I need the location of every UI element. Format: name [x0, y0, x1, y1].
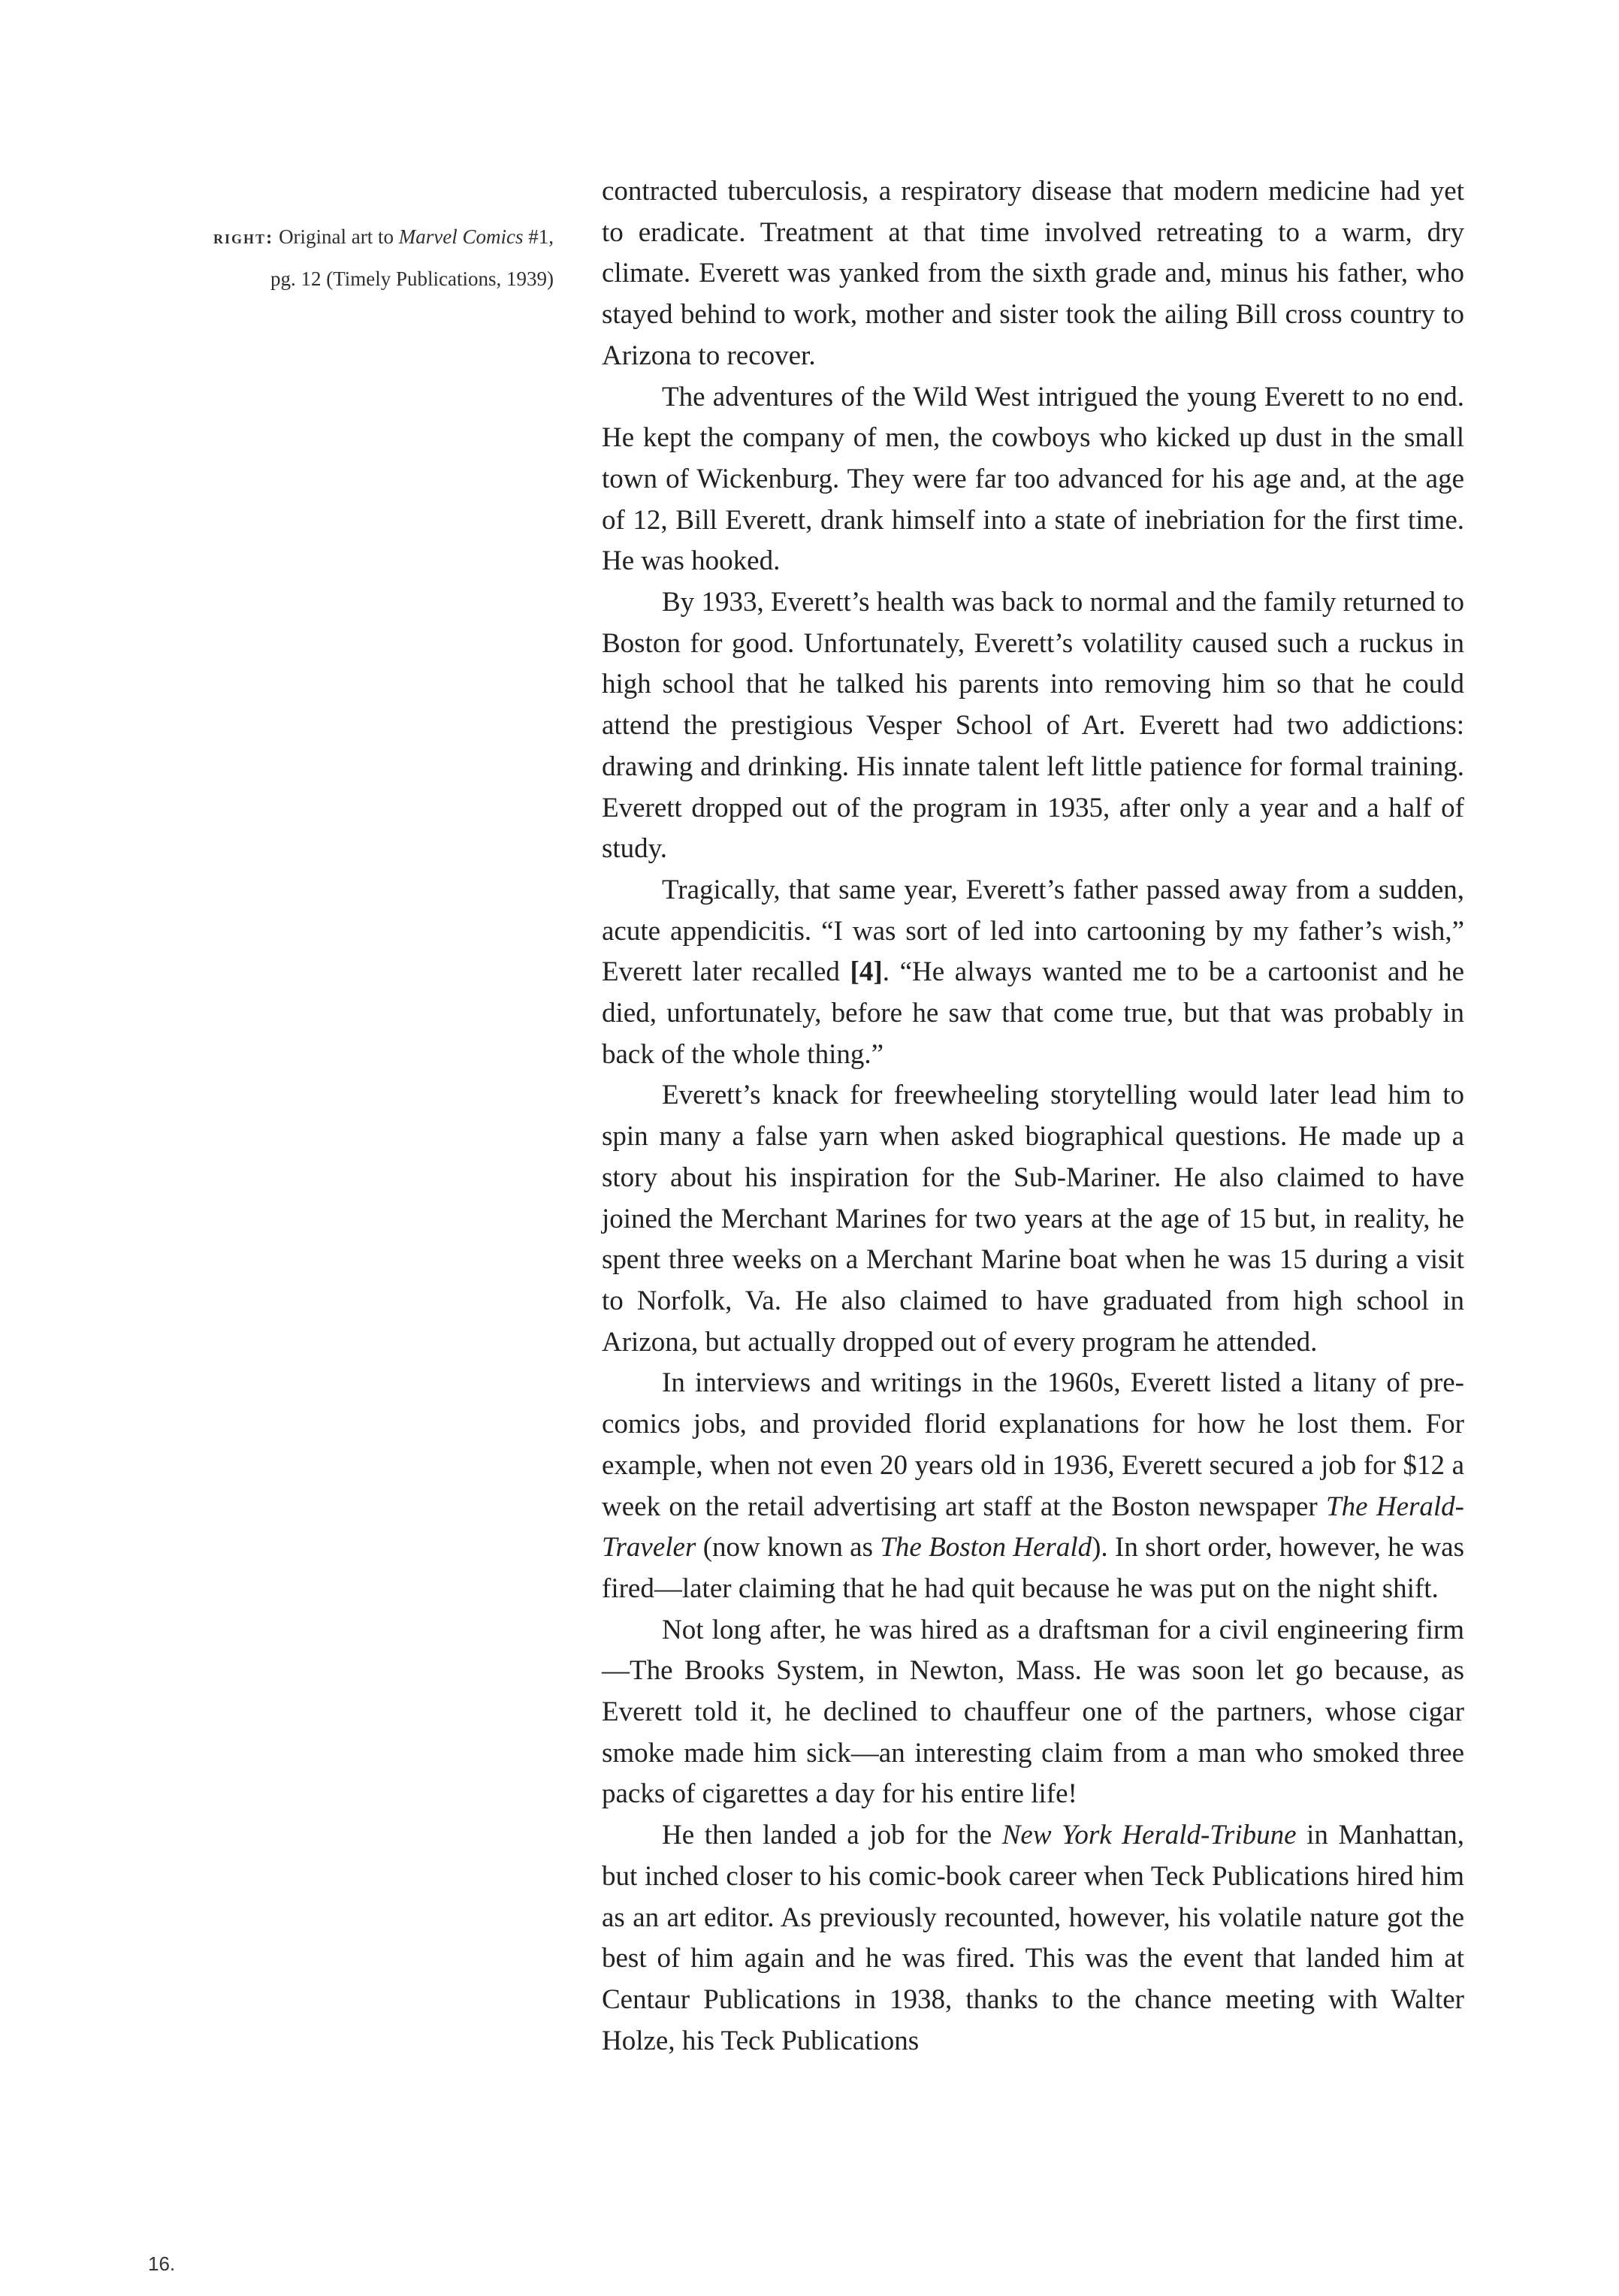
paragraph-2: The adventures of the Wild West intrigued the young Everett to no end. He kept the company of men, the cowboys who kicked up dust in the small town of Wickenburg. They were far too advanced for his age and, at the age of 12, Bill Everett, drank himself into a state of inebriation for the first time. He was hooked.	[602, 381, 1464, 577]
paragraph-8-part-b: in Manhattan, but inched closer to his comic-book career when Teck Publications hired him as an art editor. As previously recounted, however, his volatile nature got the best of him again and he was fired. This was the event that landed him at Centaur Publications in 1938, thanks to the chance meeting with Walter Holze, his Teck Publications	[602, 1820, 1464, 2056]
caption-text-after: #1,	[523, 225, 554, 248]
caption-text-before: Original art to	[273, 225, 399, 248]
paragraph-3: By 1933, Everett’s health was back to normal and the family returned to Boston for good. Unfortunately, Everett’s volatility caused such a ruckus in high school that he talked his parents into removing him so that he could attend the prestigious Vesper School of Art. Everett had two addictions: drawing and drinking. His innate talent left little patience for formal training. Everett dropped out of the program in 1935, after only a year and a half of study.	[602, 587, 1464, 865]
paragraph-8	[602, 1815, 1464, 2062]
paragraph-6-part-b: (now known as	[696, 1532, 880, 1563]
paragraph-4	[602, 870, 1464, 1076]
reference-marker: [4]	[850, 956, 883, 988]
image-caption	[148, 216, 554, 299]
caption-label: right:	[213, 228, 274, 248]
paragraph-6	[602, 1363, 1464, 1609]
paragraph-4-part-b: . “He always wanted me to be a cartoonist and he died, unfortunately, before he saw that come true, but that was probably in back of the whole thing.”	[602, 956, 1465, 1070]
paragraph-6-italic-1: The Herald-Traveler	[602, 1491, 1464, 1563]
paragraph-8-italic: New York Herald-Tribune	[1001, 1820, 1297, 1851]
body-text-column	[602, 171, 1464, 2062]
paragraph-6-part-a: In interviews and writings in the 1960s, Everett listed a litany of pre-comics jobs, and provided florid explanations for how he lost them. For example, when not even 20 years old in 1936, Everett secured a job for $12 a week on the retail advertising art staff at the Boston newspaper	[602, 1367, 1464, 1522]
paragraph-8-part-a: He then landed a job for the	[662, 1820, 1002, 1851]
paragraph-6-part-c: ). In short order, however, he was fired—later claiming that he had quit because he was put on the night shift.	[602, 1532, 1464, 1604]
page-number: 16.	[148, 2252, 176, 2275]
paragraph-7: Not long after, he was hired as a draftsman for a civil engineering firm—The Brooks System, in Newton, Mass. He was soon let go because, as Everett told it, he declined to chauffeur one of the partners, whose cigar smoke made him sick—an interesting claim from a man who smoked three packs of cigarettes a day for his entire life!	[602, 1614, 1464, 1810]
paragraph-5: Everett’s knack for freewheeling storytelling would later lead him to spin many a false yarn when asked biographical questions. He made up a story about his inspiration for the Sub-Mariner. He also claimed to have joined the Merchant Marines for two years at the age of 15 but, in reality, he spent three weeks on a Merchant Marine boat when he was 15 during a visit to Norfolk, Va. He also claimed to have graduated from high school in Arizona, but actually dropped out of every program he attended.	[602, 1080, 1464, 1358]
paragraph-1: contracted tuberculosis, a respiratory disease that modern medicine had yet to eradicate. Treatment at that time involved retreating to a warm, dry climate. Everett was yanked from the sixth grade and, minus his father, who stayed behind to work, mother and sister took the ailing Bill cross country to Arizona to recover.	[602, 176, 1464, 371]
paragraph-4-part-a: Tragically, that same year, Everett’s father passed away from a sudden, acute appendicitis. “I was sort of led into cartooning by my father’s wish,” Everett later recalled	[602, 874, 1464, 988]
paragraph-6-italic-2: The Boston Herald	[880, 1532, 1092, 1563]
caption-italic-title: Marvel Comics	[398, 225, 524, 248]
caption-line-2: pg. 12 (Timely Publications, 1939)	[270, 267, 554, 290]
